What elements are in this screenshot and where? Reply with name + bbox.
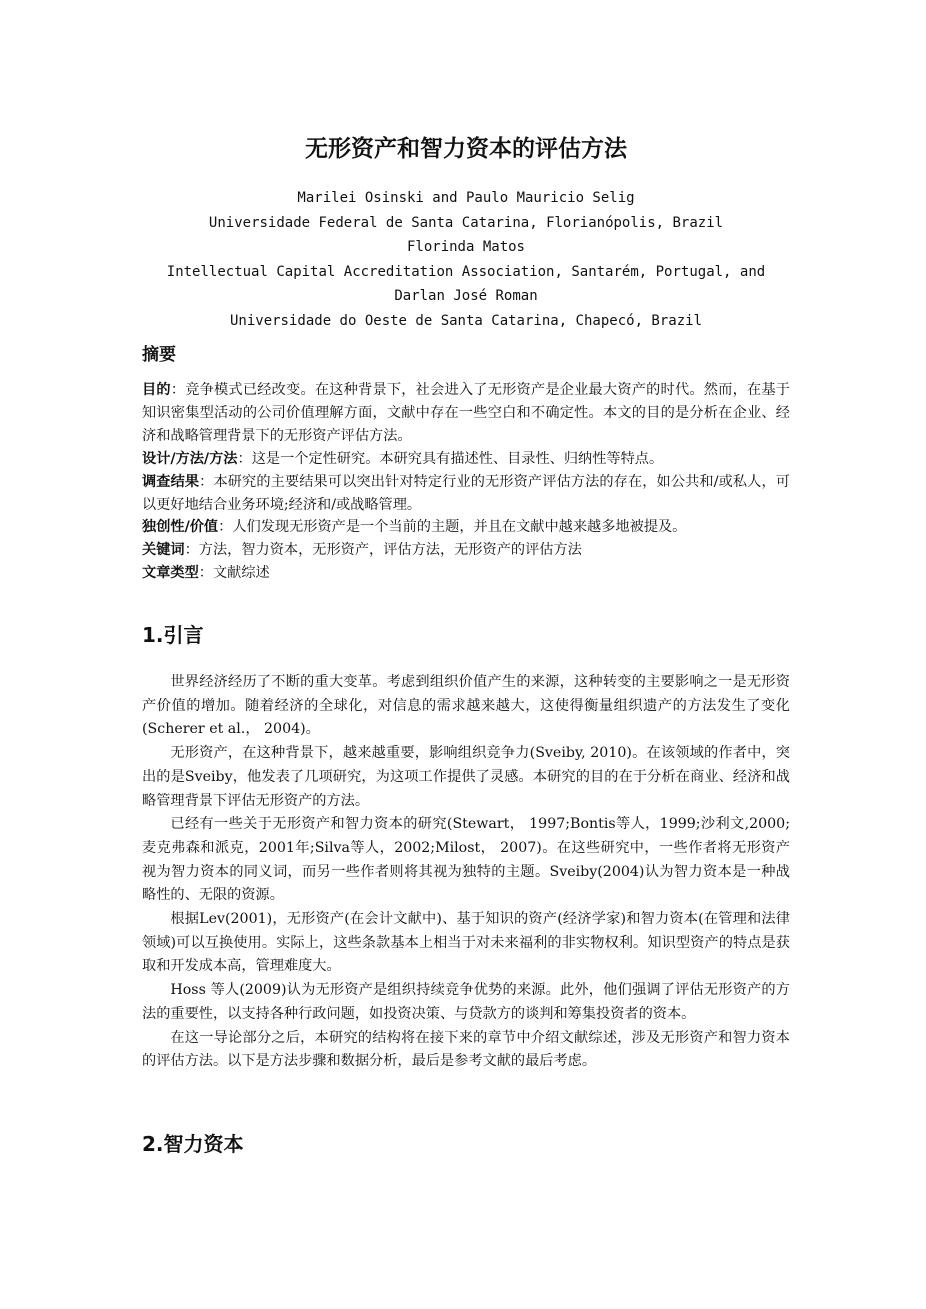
abstract-text: 本研究的主要结果可以突出针对特定行业的无形资产评估方法的存在，如公共和/或私人，可以更好地结合业务环境;经济和/或战略管理。 xyxy=(142,473,790,513)
abstract-label: 关键词 xyxy=(142,542,185,559)
abstract-text: 文献综述 xyxy=(212,565,270,582)
abstract-text: 人们发现无形资产是一个当前的主题，并且在文献中越来越多地被提及。 xyxy=(232,519,687,536)
abstract-item-paper-type xyxy=(142,562,790,585)
author-block xyxy=(122,186,810,333)
abstract-item-originality xyxy=(142,516,790,539)
section-heading-intellectual-capital: 2.智力资本 xyxy=(142,1132,244,1156)
body-paragraph: 世界经济经历了不断的重大变革。考虑到组织价值产生的来源，这种转变的主要影响之一是无形资产价值的增加。随着经济的全球化，对信息的需求越来越大，这使得衡量组织遗产的方法发生了变化(Scherer et al.， 2004)。 xyxy=(142,674,790,738)
abstract-body xyxy=(142,379,790,585)
body-paragraph: 无形资产，在这种背景下，越来越重要，影响组织竞争力(Sveiby, 2010)。在该领域的作者中，突出的是Sveiby，他发表了几项研究，为这项工作提供了灵感。本研究的目的在于分析在商业、经济和战略管理背景下评估无形资产的方法。 xyxy=(142,745,790,809)
abstract-separator: ： xyxy=(199,473,214,490)
abstract-label: 调查结果 xyxy=(142,473,200,490)
introduction-body xyxy=(142,671,790,1074)
abstract-separator: ： xyxy=(237,450,252,467)
abstract-heading: 摘要 xyxy=(142,345,176,365)
author-affiliation: Universidade do Oeste de Santa Catarina, Chapecó, Brazil xyxy=(229,312,702,329)
author-line: Marilei Osinski and Paulo Mauricio Selig xyxy=(297,190,635,206)
abstract-label: 目的 xyxy=(142,382,171,398)
body-paragraph: 根据Lev(2001)，无形资产(在会计文献中)、基于知识的资产(经济学家)和智力资本(在管理和法律领域)可以互换使用。实际上，这些条款基本上相当于对未来福利的非实物权利。知识型资产的特点是获取和开发成本高，管理难度大。 xyxy=(142,911,790,975)
abstract-label: 文章类型 xyxy=(142,565,199,582)
author-line: Florinda Matos xyxy=(406,239,525,255)
author-affiliation: Intellectual Capital Accreditation Association, Santarém, Portugal, and xyxy=(166,263,766,280)
abstract-text: 竞争模式已经改变。在这种背景下，社会进入了无形资产是企业最大资产的时代。然而，在基于知识密集型活动的公司价值理解方面，文献中存在一些空白和不确定性。本文的目的是分析在企业、经济和战略管理背景下的无形资产评估方法。 xyxy=(142,382,790,444)
section-heading-introduction: 1.引言 xyxy=(142,623,204,647)
abstract-separator: ： xyxy=(218,519,233,536)
abstract-item-design xyxy=(142,448,790,471)
author-affiliation: Universidade Federal de Santa Catarina, Florianópolis, Brazil xyxy=(208,214,724,231)
body-paragraph: 已经有一些关于无形资产和智力资本的研究(Stewart， 1997;Bontis等人，1999;沙利文,2000;麦克弗森和派克，2001年;Silva等人，2002;Milost， 2007)。在这些研究中，一些作者将无形资产视为智力资本的同义词，而另一些作者则将其视为独特的主题。Sveiby(2004)认为智力资本是一种战略性的、无限的资源。 xyxy=(142,816,790,904)
abstract-text: 方法，智力资本，无形资产，评估方法，无形资产的评估方法 xyxy=(198,542,582,559)
abstract-separator: ： xyxy=(198,565,213,582)
abstract-item-purpose xyxy=(142,379,790,448)
abstract-item-keywords xyxy=(142,539,790,562)
abstract-label: 独创性/价值 xyxy=(142,519,219,536)
abstract-label: 设计/方法/方法 xyxy=(142,450,238,467)
abstract-text: 这是一个定性研究。本研究具有描述性、目录性、归纳性等特点。 xyxy=(251,450,664,467)
abstract-separator: ： xyxy=(170,382,186,398)
body-paragraph: Hoss 等人(2009)认为无形资产是组织持续竞争优势的来源。此外，他们强调了评估无形资产的方法的重要性，以支持各种行政问题，如投资决策、与贷款方的谈判和筹集投资者的资本。 xyxy=(142,982,790,1022)
abstract-separator: ： xyxy=(184,542,199,559)
abstract-item-findings xyxy=(142,471,790,517)
paper-title: 无形资产和智力资本的评估方法 xyxy=(305,136,627,162)
body-paragraph: 在这一导论部分之后，本研究的结构将在接下来的章节中介绍文献综述，涉及无形资产和智力资本的评估方法。以下是方法步骤和数据分析，最后是参考文献的最后考虑。 xyxy=(142,1029,790,1070)
author-line: Darlan José Roman xyxy=(394,288,538,304)
